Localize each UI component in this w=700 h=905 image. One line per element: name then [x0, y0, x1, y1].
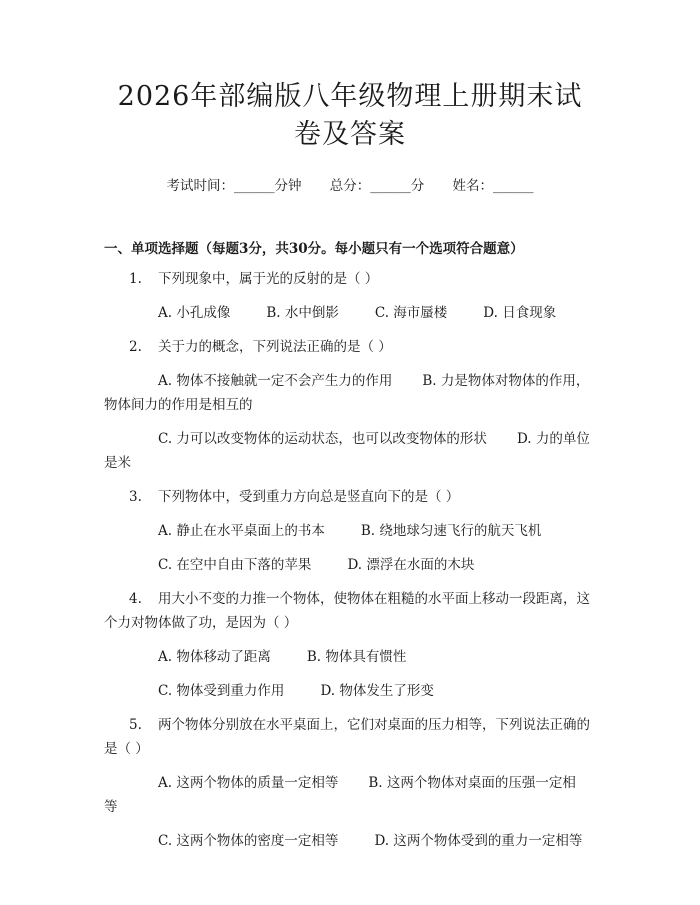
option-c: C. 海市蜃楼 [374, 305, 448, 321]
question-stem: 用大小不变的力推一个物体，使物体在粗糙的水平面上移动一段距离，这个力对物体做了功，是因为（ ） [104, 591, 590, 631]
question-stem: 关于力的概念，下列说法正确的是（ ） [158, 339, 392, 355]
question-number: 1. [129, 271, 142, 287]
question-5 [104, 713, 596, 853]
total-score-field: 总分：______分 [329, 178, 425, 194]
question-stem: 下列物体中，受到重力方向总是竖直向下的是（ ） [158, 489, 460, 505]
question-number: 2. [129, 339, 142, 355]
option-b: B. 水中倒影 [266, 305, 339, 321]
question-1 [104, 267, 596, 325]
exam-info-line [104, 174, 596, 194]
question-stem: 下列现象中，属于光的反射的是（ ） [158, 271, 379, 287]
question-2 [104, 335, 596, 475]
option-a: A. 静止在水平桌面上的书本 [158, 523, 325, 539]
exam-time-field: 考试时间：______分钟 [166, 178, 302, 194]
question-number: 5. [129, 717, 142, 733]
option-a: A. 物体移动了距离 [158, 649, 271, 665]
option-d: D. 这两个物体受到的重力一定相等 [374, 833, 583, 849]
section-heading: 一、单项选择题（每题3分，共30分。每小题只有一个选项符合题意） [104, 241, 524, 257]
option-d: D. 漂浮在水面的木块 [347, 557, 475, 573]
question-3 [104, 485, 596, 577]
option-b: B. 这两个物体对桌面的压强一定相等 [104, 775, 576, 815]
student-name-field: 姓名：______ [452, 178, 534, 194]
option-c: C. 物体受到重力作用 [158, 683, 285, 699]
option-b: B. 力是物体对物体的作用，物体间力的作用是相互的 [104, 373, 590, 413]
option-a: A. 这两个物体的质量一定相等 [158, 775, 339, 791]
question-4 [104, 587, 596, 703]
option-c: C. 这两个物体的密度一定相等 [158, 833, 339, 849]
option-a: A. 小孔成像 [158, 305, 231, 321]
option-d: D. 日食现象 [483, 305, 557, 321]
option-c: C. 力可以改变物体的运动状态，也可以改变物体的形状 [158, 431, 487, 447]
page-title: 2026年部编版八年级物理上册期末试卷及答案 [117, 81, 583, 150]
option-c: C. 在空中自由下落的苹果 [158, 557, 312, 573]
option-a: A. 物体不接触就一定不会产生力的作用 [158, 373, 393, 389]
option-d: D. 力的单位是米 [104, 431, 590, 471]
option-d: D. 物体发生了形变 [320, 683, 434, 699]
question-stem: 两个物体分别放在水平桌面上，它们对桌面的压力相等，下列说法正确的是（ ） [104, 717, 590, 757]
question-number: 4. [129, 591, 142, 607]
option-b: B. 绕地球匀速飞行的航天飞机 [360, 523, 542, 539]
question-number: 3. [129, 489, 142, 505]
option-b: B. 物体具有惯性 [306, 649, 407, 665]
